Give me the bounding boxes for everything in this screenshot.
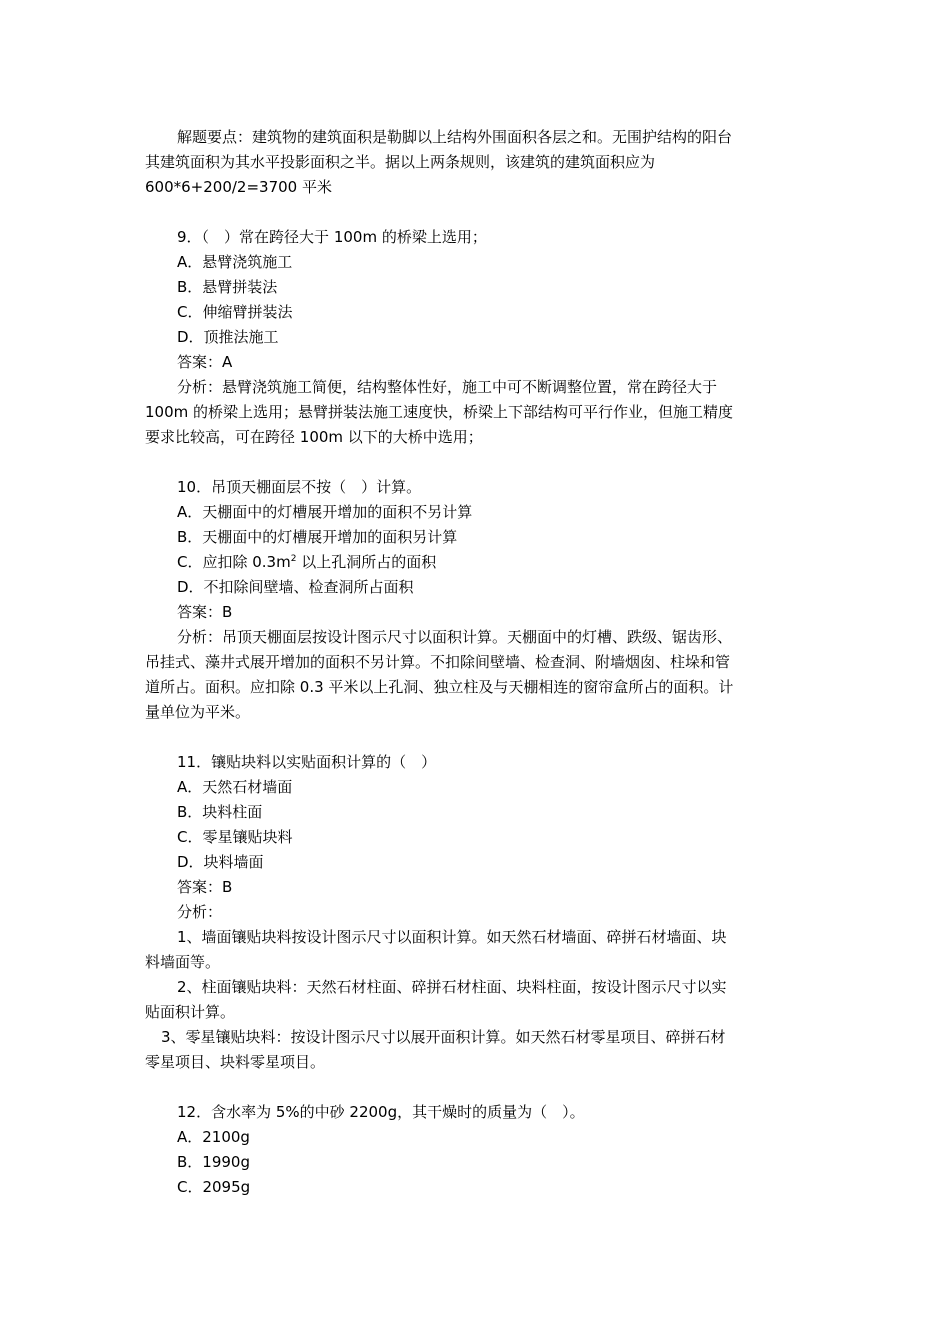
question-10	[145, 475, 805, 725]
option-a: A．天棚面中的灯槽展开增加的面积不另计算	[177, 503, 473, 521]
analysis-point-1-cont: 料墙面等。	[145, 953, 221, 971]
option-c-text: C．应扣除 0.3m	[177, 553, 291, 571]
analysis-line: 分析：吊顶天棚面层按设计图示尺寸以面积计算。天棚面中的灯槽、跌级、锯齿形、	[177, 628, 733, 646]
option-b: B．悬臂拼装法	[177, 278, 278, 296]
answer: 答案：A	[177, 353, 233, 371]
question-12	[145, 1100, 805, 1200]
option-b: B．1990g	[177, 1153, 250, 1171]
option-c	[145, 550, 805, 575]
question-11	[145, 750, 805, 1075]
option-d: D．不扣除间壁墙、检查洞所占面积	[177, 578, 414, 596]
option-b: B．块料柱面	[177, 803, 263, 821]
question-text: 10．吊顶天棚面层不按（ ）计算。	[177, 478, 422, 496]
intro-line: 600*6+200/2=3700 平米	[145, 178, 332, 196]
analysis-line: 要求比较高，可在跨径 100m 以下的大桥中选用；	[145, 428, 483, 446]
intro-line: 其建筑面积为其水平投影面积之半。据以上两条规则，该建筑的建筑面积应为	[145, 153, 656, 171]
question-text: 12．含水率为 5%的中砂 2200g，其干燥时的质量为（ ）。	[177, 1103, 585, 1121]
option-c: C．2095g	[177, 1178, 251, 1196]
option-d: D．块料墙面	[177, 853, 264, 871]
analysis-line: 道所占。面积。应扣除 0.3 平米以上孔洞、独立柱及与天棚相连的窗帘盒所占的面积。计	[145, 678, 734, 696]
analysis-point-2-cont: 贴面积计算。	[145, 1003, 236, 1021]
analysis-point-3-cont: 零星项目、块料零星项目。	[145, 1053, 326, 1071]
document-page	[145, 125, 805, 1200]
superscript-2: 2	[290, 554, 297, 564]
analysis-line: 100m 的桥梁上选用；悬臂拼装法施工速度快，桥梁上下部结构可平行作业，但施工精度	[145, 403, 734, 421]
intro-line: 解题要点：建筑物的建筑面积是勒脚以上结构外围面积各层之和。无围护结构的阳台	[177, 128, 733, 146]
analysis-line: 分析：悬臂浇筑施工简便，结构整体性好，施工中可不断调整位置，常在跨径大于	[177, 378, 718, 396]
option-c: C．零星镶贴块料	[177, 828, 293, 846]
question-9	[145, 225, 805, 450]
option-b: B．天棚面中的灯槽展开增加的面积另计算	[177, 528, 458, 546]
option-a: A．天然石材墙面	[177, 778, 293, 796]
analysis-line: 吊挂式、藻井式展开增加的面积不另计算。不扣除间壁墙、检查洞、附墙烟囱、柱垛和管	[145, 653, 731, 671]
option-a: A．悬臂浇筑施工	[177, 253, 293, 271]
analysis-point-3: 3、零星镶贴块料：按设计图示尺寸以展开面积计算。如天然石材零星项目、碎拼石材	[161, 1028, 726, 1046]
question-text: 11．镶贴块料以实贴面积计算的（ ）	[177, 753, 437, 771]
answer: 答案：B	[177, 603, 233, 621]
option-c: C．伸缩臂拼装法	[177, 303, 293, 321]
intro-block	[145, 125, 805, 200]
question-text: 9．（ ）常在跨径大于 100m 的桥梁上选用；	[177, 228, 487, 246]
option-a: A．2100g	[177, 1128, 250, 1146]
analysis-point-1: 1、墙面镶贴块料按设计图示尺寸以面积计算。如天然石材墙面、碎拼石材墙面、块	[177, 928, 727, 946]
analysis-line: 量单位为平米。	[145, 703, 251, 721]
analysis-label: 分析：	[177, 903, 223, 921]
option-d: D．顶推法施工	[177, 328, 279, 346]
answer: 答案：B	[177, 878, 233, 896]
option-c-text-end: 以上孔洞所占的面积	[296, 553, 437, 571]
analysis-point-2: 2、柱面镶贴块料：天然石材柱面、碎拼石材柱面、块料柱面，按设计图示尺寸以实	[177, 978, 727, 996]
